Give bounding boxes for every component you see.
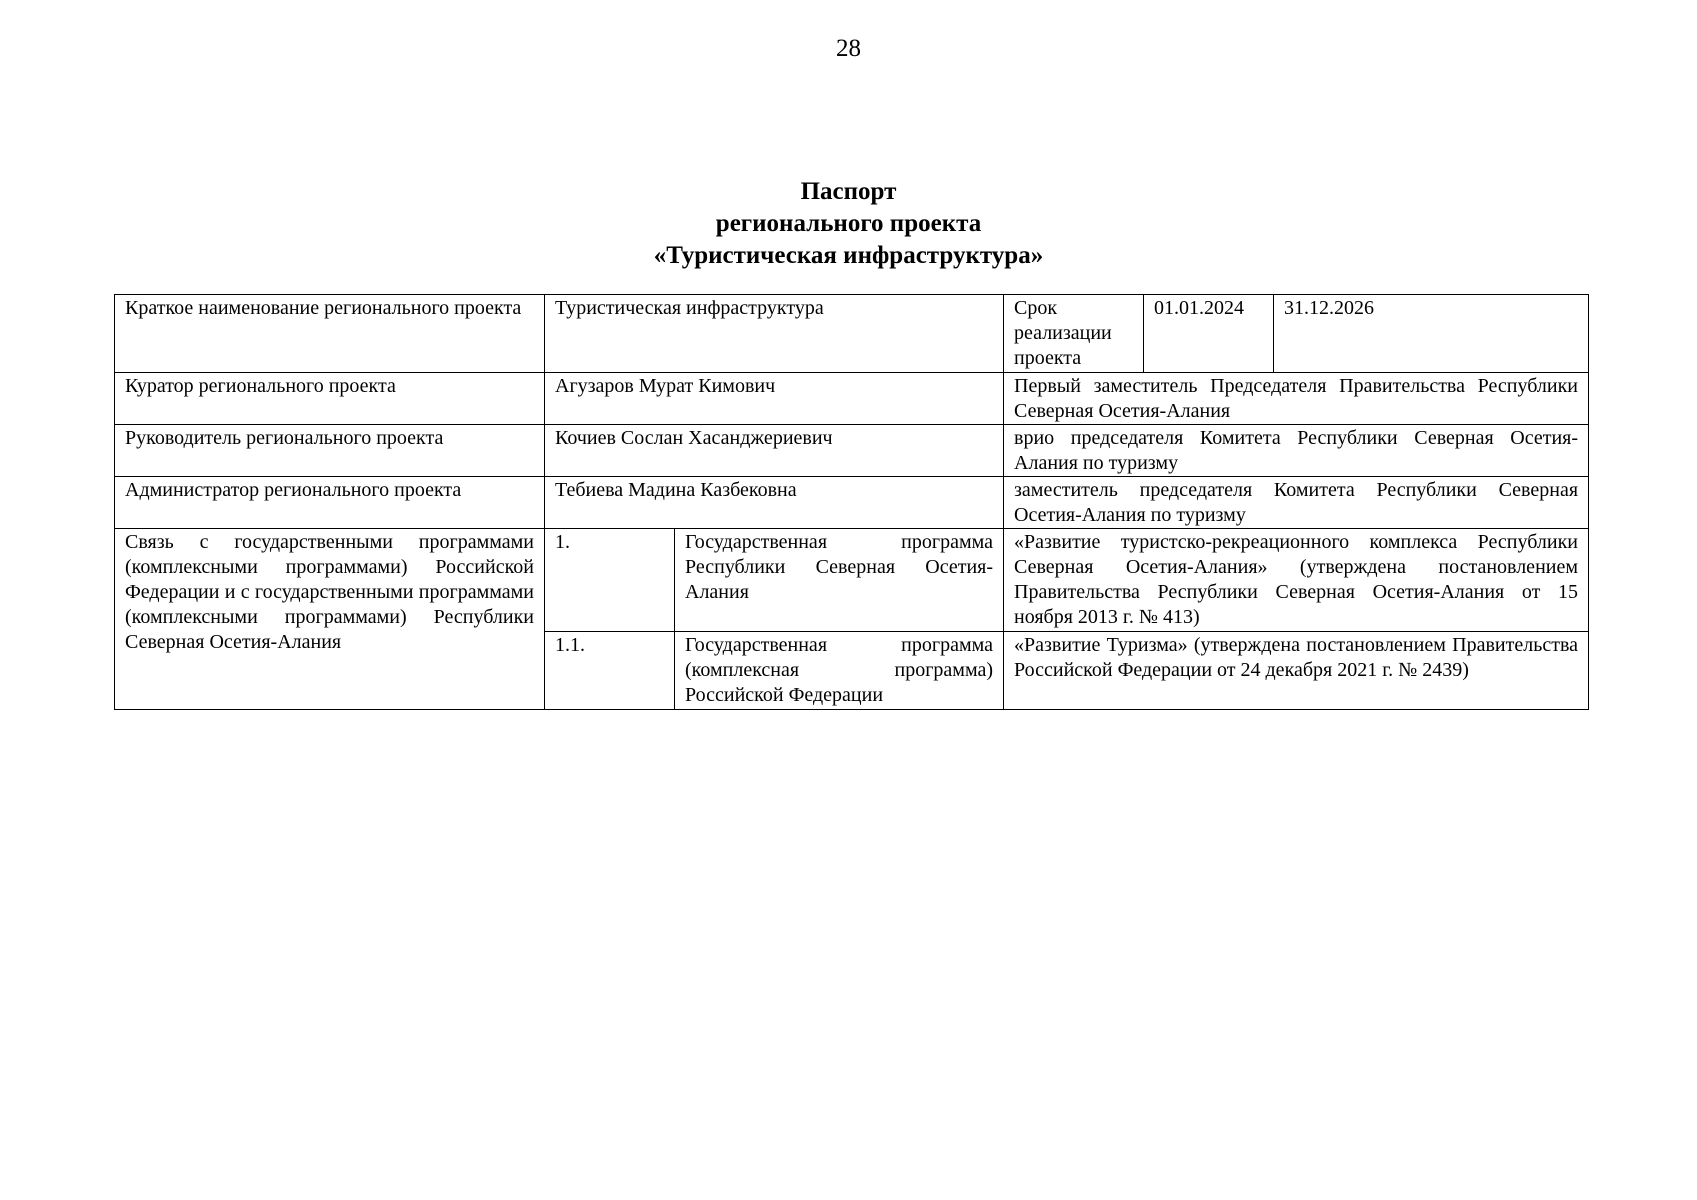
title-line-3: «Туристическая инфраструктура»	[653, 242, 1044, 269]
row-label-curator: Куратор регионального проекта	[115, 373, 545, 425]
row-label-head: Руководитель регионального проекта	[115, 425, 545, 477]
row-label-short-name: Краткое наименование регионального проекта	[115, 295, 545, 373]
term-label: Срок реализации проекта	[1004, 295, 1144, 373]
program-number: 1.1.	[545, 632, 675, 710]
start-date: 01.01.2024	[1144, 295, 1274, 373]
document-title	[0, 176, 1697, 272]
end-date: 31.12.2026	[1274, 295, 1589, 373]
project-short-name: Туристическая инфраструктура	[545, 295, 1004, 373]
title-line-2: регионального проекта	[715, 210, 982, 237]
table-row	[115, 425, 1589, 477]
program-type: Государственная программа Республики Северная Осетия-Алания	[675, 529, 1004, 632]
curator-position: Первый заместитель Председателя Правительства Республики Северная Осетия-Алания	[1004, 373, 1589, 425]
head-position: врио председателя Комитета Республики Северная Осетия-Алания по туризму	[1004, 425, 1589, 477]
program-type: Государственная программа (комплексная программа) Российской Федерации	[675, 632, 1004, 710]
table-row	[115, 295, 1589, 373]
row-label-administrator: Администратор регионального проекта	[115, 477, 545, 529]
program-description: «Развитие Туризма» (утверждена постановлением Правительства Российской Федерации от 24 декабря 2021 г. № 2439)	[1004, 632, 1589, 710]
table-row	[115, 373, 1589, 425]
row-label-programs: Связь с государственными программами (комплексными программами) Российской Федерации и с государственными программами (комплексными программами) Республики Северная Осетия-Алания	[115, 529, 545, 710]
table-row	[115, 477, 1589, 529]
administrator-position: заместитель председателя Комитета Республики Северная Осетия-Алания по туризму	[1004, 477, 1589, 529]
table-row	[115, 529, 1589, 632]
program-description: «Развитие туристско-рекреационного комплекса Республики Северная Осетия-Алания» (утверждена постановлением Правительства Республики Северная Осетия-Алания от 15 ноября 2013 г. № 413)	[1004, 529, 1589, 632]
title-line-1: Паспорт	[800, 178, 897, 205]
head-name: Кочиев Сослан Хасанджериевич	[545, 425, 1004, 477]
passport-table	[114, 294, 1589, 710]
curator-name: Агузаров Мурат Кимович	[545, 373, 1004, 425]
program-number: 1.	[545, 529, 675, 632]
administrator-name: Тебиева Мадина Казбековна	[545, 477, 1004, 529]
page-number: 28	[836, 35, 861, 62]
